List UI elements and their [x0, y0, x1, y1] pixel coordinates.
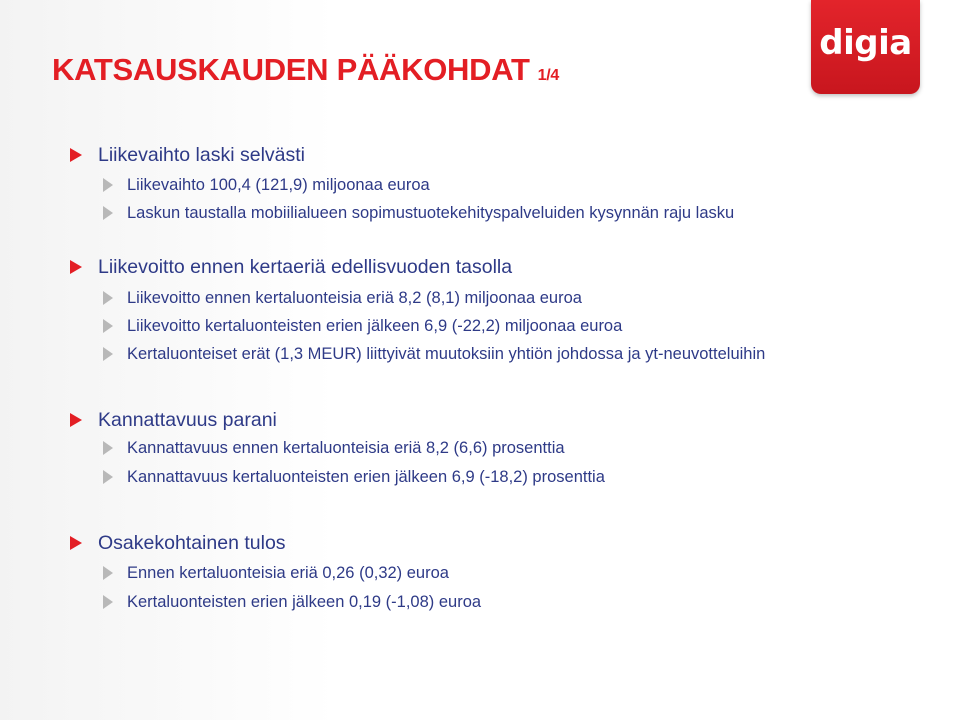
list-item-text: Laskun taustalla mobiilialueen sopimustuotekehityspalveluiden kysynnän raju lasku	[127, 204, 735, 222]
section-heading-eps	[70, 531, 286, 555]
list-item-text: Kertaluonteisten erien jälkeen 0,19 (-1,08) euroa	[127, 593, 482, 611]
slide-title-text: KATSAUSKAUDEN PÄÄKOHDAT	[52, 52, 530, 87]
list-item-text: Ennen kertaluonteisia eriä 0,26 (0,32) euroa	[127, 564, 449, 582]
gray-arrow-bullet-icon	[103, 595, 113, 609]
slide-page-number: 1/4	[537, 67, 559, 84]
list-item-text: Kannattavuus ennen kertaluonteisia eriä 8,2 (6,6) prosenttia	[127, 439, 565, 457]
red-arrow-bullet-icon	[70, 413, 82, 427]
gray-arrow-bullet-icon	[103, 319, 113, 333]
list-item	[103, 562, 449, 584]
gray-arrow-bullet-icon	[103, 566, 113, 580]
list-item	[103, 437, 565, 459]
red-arrow-bullet-icon	[70, 148, 82, 162]
section-heading-text: Kannattavuus parani	[98, 409, 277, 431]
list-item-text: Liikevoitto kertaluonteisten erien jälkeen 6,9 (-22,2) miljoonaa euroa	[127, 317, 623, 335]
red-arrow-bullet-icon	[70, 536, 82, 550]
list-item	[103, 343, 765, 365]
gray-arrow-bullet-icon	[103, 441, 113, 455]
gray-arrow-bullet-icon	[103, 291, 113, 305]
section-heading-text: Liikevaihto laski selvästi	[98, 144, 306, 166]
list-item	[103, 591, 481, 613]
list-item	[103, 287, 582, 309]
red-arrow-bullet-icon	[70, 260, 82, 274]
gray-arrow-bullet-icon	[103, 470, 113, 484]
list-item	[103, 202, 734, 224]
section-heading-revenue	[70, 143, 305, 167]
list-item	[103, 315, 622, 337]
slide-title	[52, 50, 559, 96]
list-item	[103, 466, 605, 488]
list-item-text: Liikevoitto ennen kertaluonteisia eriä 8,2 (8,1) miljoonaa euroa	[127, 289, 582, 307]
section-heading-profitability	[70, 408, 277, 432]
section-heading-text: Liikevoitto ennen kertaeriä edellisvuoden tasolla	[98, 256, 513, 278]
gray-arrow-bullet-icon	[103, 178, 113, 192]
gray-arrow-bullet-icon	[103, 206, 113, 220]
digia-logo	[811, 0, 920, 94]
list-item-text: Liikevaihto 100,4 (121,9) miljoonaa euroa	[127, 176, 430, 194]
section-heading-operating-profit	[70, 255, 512, 279]
section-heading-text: Osakekohtainen tulos	[98, 532, 286, 554]
logo-text: digia	[819, 23, 912, 63]
gray-arrow-bullet-icon	[103, 347, 113, 361]
list-item-text: Kertaluonteiset erät (1,3 MEUR) liittyivät muutoksiin yhtiön johdossa ja yt-neuvotteluihin	[127, 345, 766, 363]
list-item-text: Kannattavuus kertaluonteisten erien jälkeen 6,9 (-18,2) prosenttia	[127, 468, 605, 486]
list-item	[103, 174, 430, 196]
